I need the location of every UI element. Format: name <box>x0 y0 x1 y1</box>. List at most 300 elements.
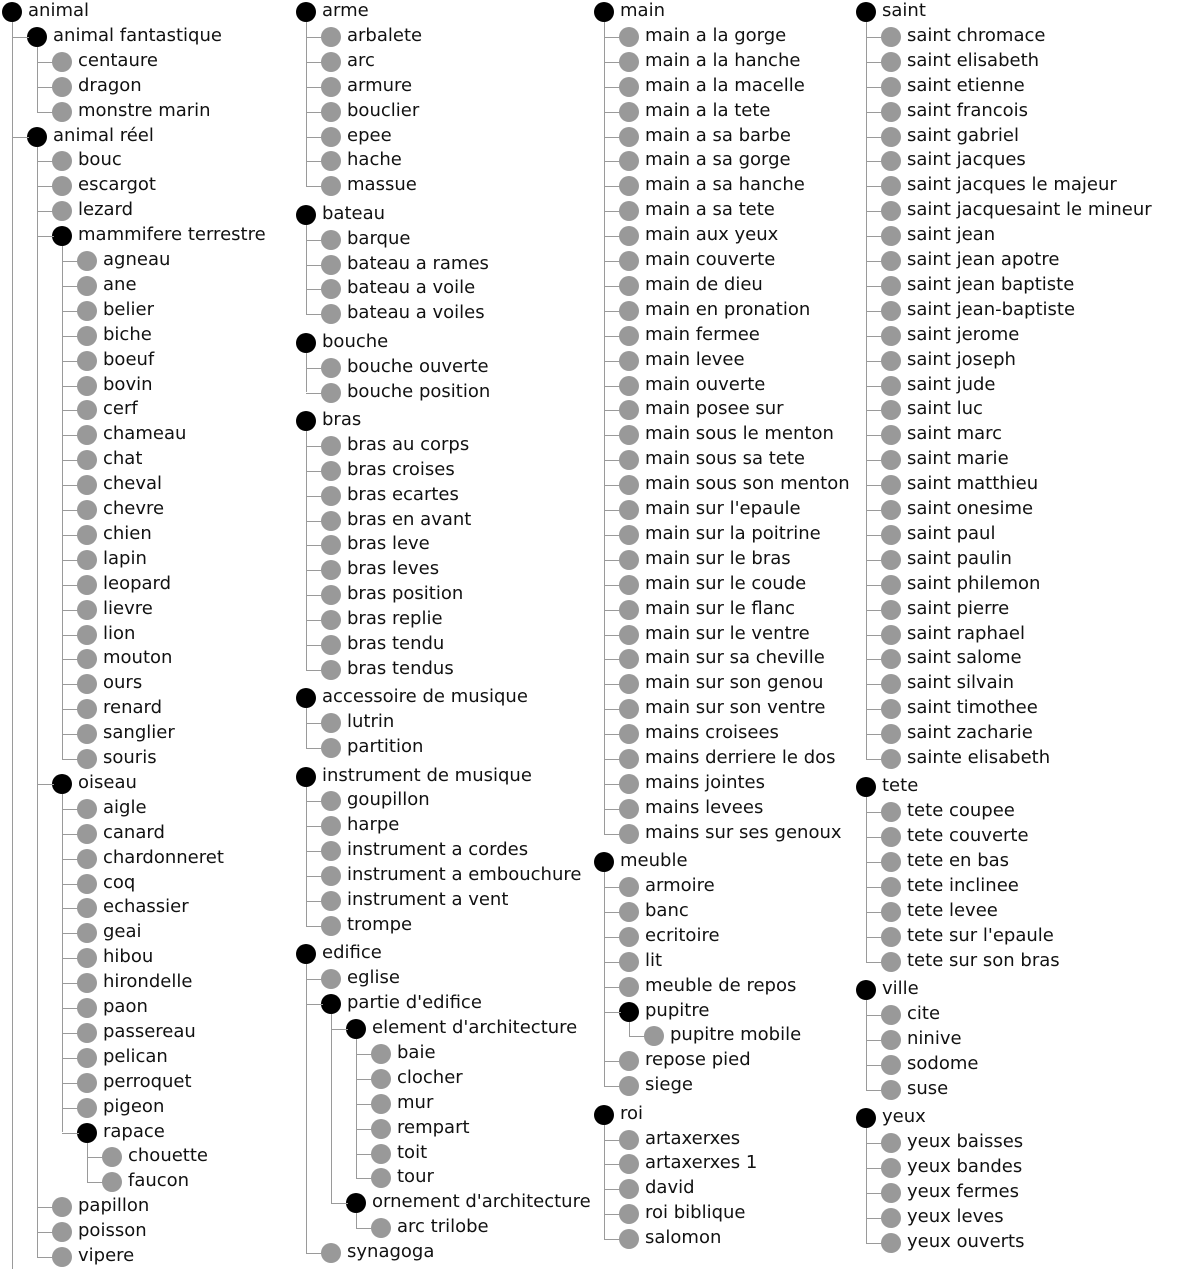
tree-connector <box>62 834 79 835</box>
node-label-bouche-ouverte: bouche ouverte <box>347 355 489 377</box>
node-label-main-couverte: main couverte <box>645 249 776 270</box>
node-label-main-a-sa-tete: main a sa tete <box>645 199 775 221</box>
tree-connector <box>604 1164 621 1165</box>
tree-connector <box>62 958 79 959</box>
leaf-node-main-a-la-gorge <box>619 27 639 47</box>
tree-connector <box>604 62 621 63</box>
node-label-lezard: lezard <box>78 199 134 221</box>
leaf-node-hirondelle <box>77 973 97 993</box>
leaf-node-centaure <box>52 52 72 72</box>
tree-connector <box>306 876 323 877</box>
tree-connector <box>62 386 79 387</box>
tree-connector <box>62 610 79 611</box>
leaf-node-saint-jean-apotre <box>881 251 901 271</box>
tree-connector <box>306 314 323 315</box>
node-label-bras-leve: bras leve <box>347 533 430 555</box>
node-label-mammifere-terrestre: mammifere terrestre <box>78 224 266 246</box>
leaf-node-chouette <box>102 1147 122 1167</box>
branch-node-bateau <box>296 205 316 225</box>
node-label-saint-jean-baptiste: saint jean-baptiste <box>907 298 1076 320</box>
tree-connector <box>866 336 883 337</box>
node-label-main-sur-le-bras: main sur le bras <box>645 547 791 569</box>
leaf-node-saint-joseph <box>881 351 901 371</box>
branch-node-tete <box>856 777 876 797</box>
tree-connector <box>62 585 79 586</box>
node-label-animal-fantastique: animal fantastique <box>53 24 222 46</box>
tree-connector <box>866 684 883 685</box>
leaf-node-saint-timothee <box>881 699 901 719</box>
node-label-accessoire-de-musique: accessoire de musique <box>322 686 528 708</box>
tree-connector <box>866 797 867 961</box>
node-label-main-a-la-hanche: main a la hanche <box>645 49 801 71</box>
leaf-node-aigle <box>77 799 97 819</box>
branch-node-ornement-d-architecture <box>346 1193 366 1213</box>
branch-node-main <box>594 2 614 22</box>
node-label-chardonneret: chardonneret <box>103 846 224 868</box>
node-label-main-sous-sa-tete: main sous sa tete <box>645 448 805 470</box>
leaf-node-saint-etienne <box>881 77 901 97</box>
node-label-element-d-architecture: element d'architecture <box>372 1017 578 1038</box>
node-label-saint-etienne: saint etienne <box>907 74 1025 96</box>
leaf-node-rempart <box>371 1119 391 1139</box>
leaf-node-chevre <box>77 500 97 520</box>
leaf-node-main-ouverte <box>619 376 639 396</box>
leaf-node-david <box>619 1179 639 1199</box>
node-label-papillon: papillon <box>78 1195 150 1217</box>
tree-connector <box>604 1061 621 1062</box>
node-label-perroquet: perroquet <box>103 1070 192 1092</box>
tree-connector <box>604 161 621 162</box>
leaf-node-saint-paul <box>881 525 901 545</box>
leaf-node-main-de-dieu <box>619 276 639 296</box>
tree-connector <box>306 471 323 472</box>
tree-connector <box>62 510 79 511</box>
node-label-main-fermee: main fermee <box>645 323 760 345</box>
leaf-node-sodome <box>881 1055 901 1075</box>
leaf-node-main-sur-la-poitrine <box>619 525 639 545</box>
tree-connector <box>12 22 13 1269</box>
node-label-arc: arc <box>347 49 375 71</box>
leaf-node-yeux-ouverts <box>881 1233 901 1253</box>
branch-node-animal <box>2 2 22 22</box>
node-label-ecritoire: ecritoire <box>645 924 720 946</box>
tree-connector <box>62 560 79 561</box>
leaf-node-faucon <box>102 1172 122 1192</box>
node-label-tete-en-bas: tete en bas <box>907 850 1010 872</box>
tree-connector <box>604 585 621 586</box>
node-label-barque: barque <box>347 227 411 249</box>
leaf-node-bras-leve <box>321 535 341 555</box>
node-label-biche: biche <box>103 323 152 345</box>
tree-connector <box>62 485 79 486</box>
tree-connector <box>331 1203 348 1204</box>
node-label-arc-trilobe: arc trilobe <box>397 1216 489 1238</box>
branch-node-partie-d-edifice <box>321 994 341 1014</box>
node-label-main-de-dieu: main de dieu <box>645 273 763 295</box>
leaf-node-saint-jean <box>881 226 901 246</box>
tree-connector <box>866 610 883 611</box>
tree-connector <box>62 1108 79 1109</box>
tree-connector <box>866 311 883 312</box>
node-label-epee: epee <box>347 124 392 146</box>
tree-connector <box>306 826 323 827</box>
node-label-bateau-a-voile: bateau a voile <box>347 277 476 299</box>
leaf-node-epee <box>321 127 341 147</box>
leaf-node-saint-zacharie <box>881 724 901 744</box>
tree-connector <box>62 884 79 885</box>
leaf-node-canard <box>77 824 97 844</box>
node-label-saint-matthieu: saint matthieu <box>907 473 1039 495</box>
tree-connector <box>866 759 883 760</box>
node-label-chien: chien <box>103 522 152 544</box>
tree-connector <box>866 361 883 362</box>
tree-connector <box>604 286 621 287</box>
node-label-passereau: passereau <box>103 1020 196 1042</box>
leaf-node-mains-levees <box>619 799 639 819</box>
node-label-saint-jean-baptiste: saint jean baptiste <box>907 273 1075 295</box>
node-label-saint-marc: saint marc <box>907 423 1003 445</box>
leaf-node-bouc <box>52 151 72 171</box>
node-label-chouette: chouette <box>128 1145 208 1167</box>
leaf-node-pelican <box>77 1048 97 1068</box>
tree-connector <box>62 983 79 984</box>
leaf-node-arc <box>321 52 341 72</box>
leaf-node-saint-gabriel <box>881 127 901 147</box>
node-label-saint-timothee: saint timothee <box>907 697 1038 719</box>
tree-connector <box>604 510 621 511</box>
node-label-tete: tete <box>882 775 919 797</box>
branch-node-edifice <box>296 944 316 964</box>
leaf-node-souris <box>77 749 97 769</box>
leaf-node-suse <box>881 1080 901 1100</box>
tree-connector <box>306 521 323 522</box>
node-label-armoire: armoire <box>645 875 715 896</box>
node-label-sainte-elisabeth: sainte elisabeth <box>907 747 1051 768</box>
leaf-node-saint-jude <box>881 376 901 396</box>
node-label-main-a-la-gorge: main a la gorge <box>645 24 787 46</box>
branch-node-saint <box>856 2 876 22</box>
tree-connector <box>62 933 79 934</box>
leaf-node-ecritoire <box>619 927 639 947</box>
tree-connector <box>306 368 323 369</box>
node-label-escargot: escargot <box>78 174 156 196</box>
node-label-ane: ane <box>103 273 137 295</box>
tree-connector <box>37 1257 54 1258</box>
tree-connector <box>604 872 605 1086</box>
tree-connector <box>306 620 323 621</box>
node-label-saint-chromace: saint chromace <box>907 24 1046 46</box>
node-label-paon: paon <box>103 996 148 1017</box>
leaf-node-ane <box>77 276 97 296</box>
leaf-node-artaxerxes <box>619 1130 639 1150</box>
tree-connector <box>866 887 883 888</box>
tree-connector <box>306 723 323 724</box>
tree-connector <box>87 1157 104 1158</box>
leaf-node-tete-couverte <box>881 827 901 847</box>
tree-connector <box>604 485 621 486</box>
leaf-node-biche <box>77 326 97 346</box>
leaf-node-saint-jerome <box>881 326 901 346</box>
leaf-node-hibou <box>77 948 97 968</box>
tree-connector <box>37 62 54 63</box>
tree-connector <box>866 1040 883 1041</box>
node-label-clocher: clocher <box>397 1066 463 1088</box>
node-label-artaxerxes: artaxerxes <box>645 1127 741 1149</box>
node-label-souris: souris <box>103 747 157 768</box>
leaf-node-cheval <box>77 475 97 495</box>
node-label-saint-jerome: saint jerome <box>907 323 1020 345</box>
leaf-node-instrument-a-vent <box>321 891 341 911</box>
tree-connector <box>604 22 605 834</box>
node-label-main-sur-la-poitrine: main sur la poitrine <box>645 522 821 544</box>
tree-connector <box>306 289 323 290</box>
node-label-main-sur-le-coude: main sur le coude <box>645 572 807 594</box>
tree-connector <box>306 801 323 802</box>
node-label-harpe: harpe <box>347 814 400 836</box>
leaf-node-barque <box>321 230 341 250</box>
tree-connector <box>37 784 54 785</box>
leaf-node-salomon <box>619 1229 639 1249</box>
node-label-rempart: rempart <box>397 1116 470 1138</box>
node-label-bras-replie: bras replie <box>347 608 443 630</box>
node-label-bras-au-corps: bras au corps <box>347 433 470 455</box>
node-label-saint-onesime: saint onesime <box>907 498 1034 519</box>
leaf-node-main-aux-yeux <box>619 226 639 246</box>
tree-connector <box>604 834 621 835</box>
leaf-node-bras-ecartes <box>321 486 341 506</box>
leaf-node-bras-leves <box>321 560 341 580</box>
leaf-node-cerf <box>77 400 97 420</box>
branch-node-bouche <box>296 333 316 353</box>
tree-connector <box>37 112 54 113</box>
node-label-main-en-pronation: main en pronation <box>645 298 811 320</box>
leaf-node-passereau <box>77 1023 97 1043</box>
branch-node-roi <box>594 1105 614 1125</box>
leaf-node-main-a-sa-barbe <box>619 127 639 147</box>
node-label-saint-pierre: saint pierre <box>907 597 1010 619</box>
leaf-node-main-a-sa-tete <box>619 201 639 221</box>
leaf-node-main-a-la-tete <box>619 102 639 122</box>
tree-connector <box>866 585 883 586</box>
tree-connector <box>306 901 323 902</box>
node-label-animal: animal <box>28 0 90 21</box>
node-label-yeux-fermes: yeux fermes <box>907 1180 1019 1202</box>
leaf-node-mouton <box>77 649 97 669</box>
tree-connector <box>604 1140 621 1141</box>
leaf-node-lit <box>619 952 639 972</box>
tree-connector <box>62 336 79 337</box>
leaf-node-bouclier <box>321 102 341 122</box>
leaf-node-yeux-baisses <box>881 1133 901 1153</box>
tree-connector <box>604 962 621 963</box>
node-label-meuble-de-repos: meuble de repos <box>645 974 797 996</box>
leaf-node-lutrin <box>321 713 341 733</box>
node-label-bateau-a-voiles: bateau a voiles <box>347 302 485 324</box>
leaf-node-arc-trilobe <box>371 1218 391 1238</box>
tree-connector <box>866 1065 883 1066</box>
branch-node-oiseau <box>52 774 72 794</box>
tree-connector <box>866 1000 867 1090</box>
branch-node-mammifere-terrestre <box>52 226 72 246</box>
tree-connector <box>356 1228 373 1229</box>
tree-connector <box>62 1083 79 1084</box>
leaf-node-main-sous-le-menton <box>619 425 639 445</box>
tree-connector <box>37 1232 54 1233</box>
node-label-boeuf: boeuf <box>103 348 155 370</box>
tree-connector <box>37 87 54 88</box>
tree-connector <box>866 62 883 63</box>
tree-connector <box>331 1014 332 1203</box>
node-label-lit: lit <box>645 949 663 971</box>
leaf-node-saint-jean-baptiste <box>881 276 901 296</box>
node-label-repose-pied: repose pied <box>645 1049 751 1071</box>
tree-connector <box>604 186 621 187</box>
tree-connector <box>62 709 79 710</box>
node-label-agneau: agneau <box>103 249 171 270</box>
tree-connector <box>306 964 307 1253</box>
node-label-tete-sur-l-epaule: tete sur l'epaule <box>907 924 1054 946</box>
leaf-node-main-en-pronation <box>619 301 639 321</box>
leaf-node-saint-pierre <box>881 600 901 620</box>
node-label-main-posee-sur: main posee sur <box>645 398 784 420</box>
leaf-node-main-sur-le-flanc <box>619 600 639 620</box>
leaf-node-main-a-la-macelle <box>619 77 639 97</box>
node-label-chat: chat <box>103 448 143 470</box>
leaf-node-papillon <box>52 1197 72 1217</box>
leaf-node-tour <box>371 1168 391 1188</box>
tree-connector <box>62 410 79 411</box>
leaf-node-main-levee <box>619 351 639 371</box>
node-label-ninive: ninive <box>907 1027 962 1049</box>
leaf-node-toit <box>371 1144 391 1164</box>
node-label-saint-paul: saint paul <box>907 522 996 544</box>
tree-connector <box>62 1033 79 1034</box>
leaf-node-main-a-la-hanche <box>619 52 639 72</box>
tree-connector <box>306 748 323 749</box>
leaf-node-escargot <box>52 176 72 196</box>
node-label-bouc: bouc <box>78 149 122 171</box>
tree-connector <box>356 1213 357 1228</box>
tree-connector <box>866 1168 883 1169</box>
node-label-mains-derriere-le-dos: mains derriere le dos <box>645 747 836 768</box>
tree-connector <box>866 236 883 237</box>
tree-connector <box>356 1154 373 1155</box>
node-label-lion: lion <box>103 622 136 644</box>
tree-connector <box>306 595 323 596</box>
leaf-node-cite <box>881 1005 901 1025</box>
node-label-main-sous-son-menton: main sous son menton <box>645 473 850 495</box>
node-label-saint-silvain: saint silvain <box>907 672 1015 694</box>
leaf-node-yeux-leves <box>881 1208 901 1228</box>
leaf-node-arbalete <box>321 27 341 47</box>
leaf-node-bouche-ouverte <box>321 358 341 378</box>
leaf-node-saint-marie <box>881 450 901 470</box>
tree-connector <box>866 709 883 710</box>
tree-connector <box>604 610 621 611</box>
node-label-saint-elisabeth: saint elisabeth <box>907 49 1040 71</box>
tree-connector <box>306 851 323 852</box>
tree-connector <box>604 809 621 810</box>
leaf-node-mur <box>371 1094 391 1114</box>
leaf-node-bras-tendus <box>321 660 341 680</box>
leaf-node-echassier <box>77 898 97 918</box>
leaf-node-goupillon <box>321 791 341 811</box>
node-label-bras-croises: bras croises <box>347 458 455 480</box>
tree-connector <box>866 1218 883 1219</box>
node-label-hibou: hibou <box>103 946 154 968</box>
node-label-saint-gabriel: saint gabriel <box>907 124 1019 146</box>
node-label-goupillon: goupillon <box>347 789 430 811</box>
tree-connector <box>62 1058 79 1059</box>
leaf-node-bras-replie <box>321 610 341 630</box>
leaf-node-bateau-a-voiles <box>321 304 341 324</box>
tree-connector <box>866 812 883 813</box>
leaf-node-roi-biblique <box>619 1204 639 1224</box>
node-label-yeux-bandes: yeux bandes <box>907 1155 1023 1177</box>
leaf-node-leopard <box>77 575 97 595</box>
node-label-lutrin: lutrin <box>347 711 395 733</box>
node-label-mains-jointes: mains jointes <box>645 771 766 793</box>
leaf-node-instrument-a-embouchure <box>321 866 341 886</box>
leaf-node-bras-en-avant <box>321 511 341 531</box>
tree-connector <box>866 937 883 938</box>
tree-connector <box>604 912 621 913</box>
leaf-node-tete-sur-son-bras <box>881 952 901 972</box>
tree-connector <box>604 87 621 88</box>
node-label-main-a-sa-barbe: main a sa barbe <box>645 124 791 146</box>
leaf-node-yeux-bandes <box>881 1158 901 1178</box>
node-label-poisson: poisson <box>78 1220 147 1242</box>
tree-connector <box>604 659 621 660</box>
branch-node-accessoire-de-musique <box>296 688 316 708</box>
branch-node-element-d-architecture <box>346 1019 366 1039</box>
node-label-eglise: eglise <box>347 967 400 989</box>
node-label-cite: cite <box>907 1003 941 1024</box>
node-label-tete-levee: tete levee <box>907 899 998 921</box>
tree-connector <box>629 1036 646 1037</box>
node-label-belier: belier <box>103 298 154 320</box>
node-label-pupitre: pupitre <box>645 999 710 1021</box>
tree-connector <box>12 137 29 138</box>
tree-connector <box>866 1143 883 1144</box>
leaf-node-main-posee-sur <box>619 400 639 420</box>
tree-connector <box>604 435 621 436</box>
tree-connector <box>604 311 621 312</box>
node-label-saint-jacques-le-majeur: saint jacques le majeur <box>907 174 1117 196</box>
node-label-dragon: dragon <box>78 74 142 96</box>
tree-connector <box>331 1029 348 1030</box>
leaf-node-tete-levee <box>881 902 901 922</box>
leaf-node-saint-jacquesaint-le-mineur <box>881 201 901 221</box>
leaf-node-main-sous-son-menton <box>619 475 639 495</box>
tree-connector <box>356 1104 373 1105</box>
node-label-tete-inclinee: tete inclinee <box>907 875 1019 896</box>
tree-connector <box>62 659 79 660</box>
node-label-hirondelle: hirondelle <box>103 971 193 993</box>
tree-connector <box>866 22 867 759</box>
node-label-renard: renard <box>103 697 163 719</box>
tree-connector <box>866 211 883 212</box>
tree-connector <box>866 186 883 187</box>
node-label-bras-ecartes: bras ecartes <box>347 483 459 505</box>
leaf-node-bras-tendu <box>321 635 341 655</box>
node-label-tete-coupee: tete coupee <box>907 800 1015 822</box>
node-label-ornement-d-architecture: ornement d'architecture <box>372 1191 591 1213</box>
tree-connector <box>604 937 621 938</box>
leaf-node-saint-silvain <box>881 674 901 694</box>
tree-connector <box>306 393 323 394</box>
node-label-sodome: sodome <box>907 1052 979 1074</box>
